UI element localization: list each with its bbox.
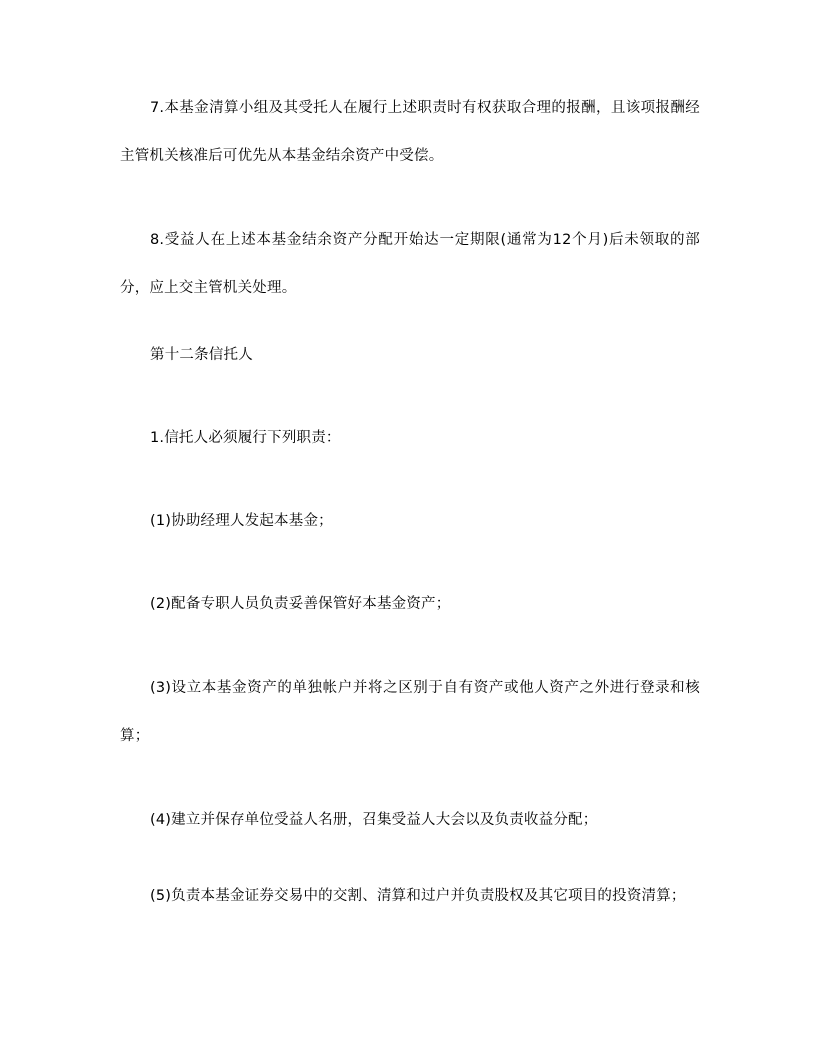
paragraph-trustee-duties-intro: 1.信托人必须履行下列职责：	[150, 430, 341, 446]
paragraph-clause-7: 7.本基金清算小组及其受托人在履行上述职责时有权获取合理的报酬，且该项报酬经主管机关核准后可优先从本基金结余资产中受偿。	[120, 100, 700, 164]
list-item-duty-4: (4)建立并保存单位受益人名册，召集受益人大会以及负责收益分配；	[150, 812, 598, 828]
section-heading-article-12: 第十二条信托人	[150, 347, 253, 363]
list-item-duty-3: (3)设立本基金资产的单独帐户并将之区别于自有资产或他人资产之外进行登录和核算；	[120, 680, 700, 744]
list-item-duty-1: (1)协助经理人发起本基金；	[150, 513, 333, 529]
paragraph-clause-8: 8.受益人在上述本基金结余资产分配开始达一定期限(通常为12个月)后未领取的部分，应上交主管机关处理。	[120, 232, 700, 296]
list-item-duty-5: (5)负责本基金证券交易中的交割、清算和过户并负责股权及其它项目的投资清算；	[150, 888, 686, 904]
list-item-duty-2: (2)配备专职人员负责妥善保管好本基金资产；	[150, 596, 451, 612]
